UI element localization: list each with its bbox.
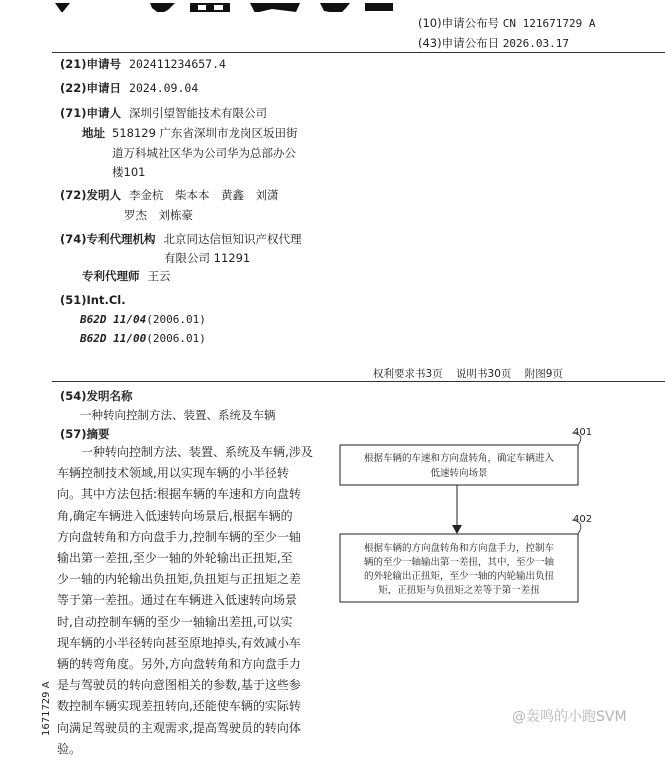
address-line: 楼101 [112, 165, 146, 179]
abstract-line: 角,确定车辆进入低速转向场景后,根据车辆的 [57, 508, 293, 523]
step-401-ref: 401 [573, 427, 593, 438]
step-402-ref: 402 [573, 514, 593, 525]
application-date: (22)申请日 2024.09.04 [60, 81, 199, 95]
int-cl-label: (51)Int.Cl. [60, 293, 126, 307]
invention-title-label: (54)发明名称 [60, 389, 133, 403]
watermark: @轰鸣的小跑SVM [512, 709, 627, 725]
ipc-entry [80, 332, 206, 345]
abstract-line: 是与驾驶员的转向意图相关的参数,基于这些参 [57, 678, 301, 693]
side-code-text: 1671729 A [41, 681, 52, 736]
abstract-text [57, 442, 323, 760]
page-counts [373, 366, 573, 381]
ipc-code: B62D 11/00 [80, 332, 147, 345]
abstract-line: 一种转向控制方法、装置、系统及车辆,涉及 [57, 445, 313, 459]
step-402-text-line: 辆的至少一轴输出第一差扭，其中，至少一轴 [363, 557, 555, 568]
step-401-text-line: 根据车辆的车速和方向盘转角，确定车辆进入 [363, 453, 555, 464]
abstract-line: 车辆控制技术领域,用以实现车辆的小半径转 [57, 466, 289, 481]
ipc-entry [80, 313, 206, 326]
ipc-date: (2006.01) [146, 332, 206, 345]
side-publication-code [38, 676, 52, 736]
invention-title: 一种转向控制方法、装置、系统及车辆 [80, 408, 276, 422]
inventors-line: 罗杰 刘栋豪 [124, 208, 193, 222]
abstract-line: 少一轴的内轮输出负扭矩,负扭矩与正扭矩之差 [57, 572, 301, 587]
publication-number: (10)申请公布号 CN 121671729 A [418, 16, 596, 30]
step-401-text-line: 低速转向场景 [430, 468, 488, 479]
patent-agent: 专利代理师 王云 [82, 269, 171, 283]
abstract-line: 等于第一差扭。通过在车辆进入低速转向场景 [57, 593, 298, 608]
abstract-line: 现车辆的小半径转向甚至原地掉头,有效减小车 [57, 635, 301, 650]
abstract-line: 输出第一差扭,至少一轴的外轮输出正扭矩,至 [57, 551, 293, 566]
abstract-line: 辆的转弯角度。另外,方向盘转角和方向盘手力 [57, 657, 301, 672]
publication-date: (43)申请公布日 2026.03.17 [418, 36, 569, 50]
abstract-line: 向。其中方法包括:根据车辆的车速和方向盘转 [57, 487, 302, 502]
step-402-text-line: 矩，正扭矩与负扭矩之差等于第一差扭 [378, 585, 540, 596]
description-pages: 说明书30页 [456, 368, 512, 380]
flowchart-figure [330, 420, 620, 610]
figure-pages: 附图9页 [524, 368, 563, 380]
address-line: 道万科城社区华为公司华为总部办公 [112, 146, 296, 160]
abstract-line: 方向盘转角和方向盘手力,控制车辆的至少一轴 [57, 529, 301, 544]
address-label: 地址 [82, 126, 105, 140]
abstract-label: (57)摘要 [60, 427, 110, 441]
ipc-code: B62D 11/04 [80, 313, 147, 326]
step-402-text-line: 的外轮输出正扭矩，至少一轴的内轮输出负扭 [363, 571, 555, 582]
ipc-date: (2006.01) [146, 313, 206, 326]
application-number: (21)申请号 202411234657.4 [60, 57, 226, 71]
address-line: 518129 广东省深圳市龙岗区坂田街 [112, 126, 298, 140]
applicant: (71)申请人 深圳引望智能技术有限公司 [60, 106, 268, 120]
abstract-line: 向满足驾驶员的主观需求,提高驾驶员的转向体 [57, 720, 301, 735]
patent-agency-line: 有限公司 11291 [164, 251, 251, 265]
header-divider [52, 52, 665, 53]
abstract-line: 验。 [57, 741, 82, 756]
office-logo-remnant [0, 0, 420, 12]
abstract-line: 数控制车辆实现差扭转向,还能使车辆的实际转 [57, 699, 301, 714]
patent-agency: (74)专利代理机构 北京同达信恒知识产权代理 [60, 232, 302, 246]
inventors: (72)发明人 李金杭 柴本本 黄鑫 刘潇 [60, 188, 279, 202]
step-401-box [340, 445, 578, 485]
section-divider [52, 381, 665, 382]
flow-arrow-head [452, 525, 462, 534]
abstract-line: 时,自动控制车辆的至少一轴输出差扭,可以实 [57, 614, 293, 629]
step-402-text-line: 根据车辆的方向盘转角和方向盘手力，控制车 [363, 543, 555, 554]
claims-pages: 权利要求书3页 [373, 368, 443, 380]
